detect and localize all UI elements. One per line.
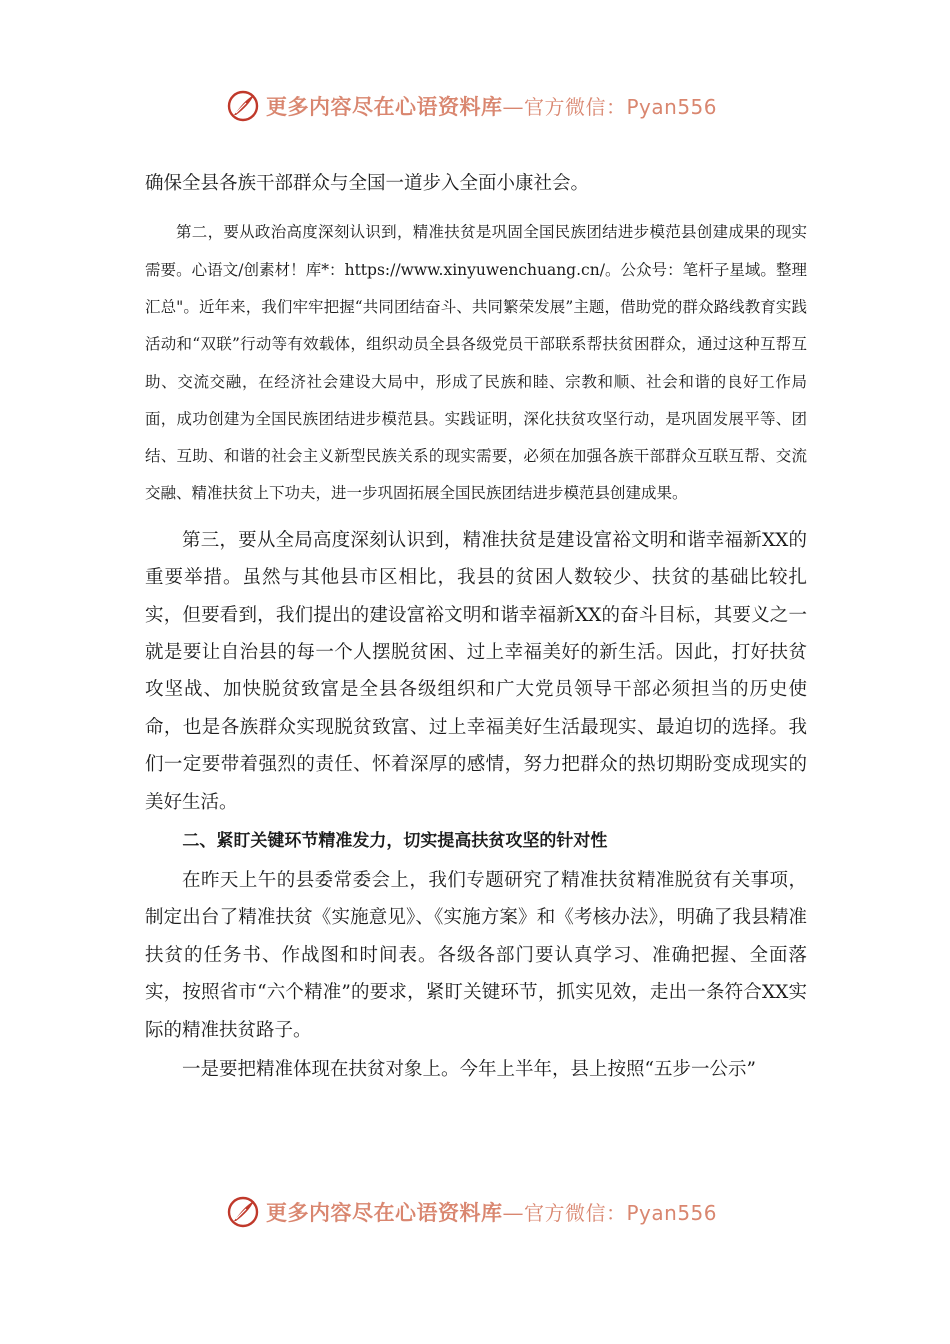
watermark-banner-top — [226, 84, 746, 128]
watermark-label: 官方微信： — [524, 1201, 627, 1225]
watermark-label: 官方微信： — [524, 95, 627, 119]
paragraph-third: 第三，要从全局高度深刻认识到，精准扶贫是建设富裕文明和谐幸福新XX的重要举措。虽然与其他县市区相比，我县的贫困人数较少、扶贫的基础比较扎实，但要看到，我们提出的建设富裕文明和谐幸福新XX的奋斗目标，其要义之一就是要让自治县的每一个人摆脱贫困、过上幸福美好的新生活。因此，打好扶贫攻坚战、加快脱贫致富是全县各级组织和广大党员领导干部必须担当的历史使命，也是各族群众实现脱贫致富、过上幸福美好生活最现实、最迫切的选择。我们一定要带着强烈的责任、怀着深厚的感情，努力把群众的热切期盼变成现实的美好生活。 — [145, 529, 807, 813]
section-heading: 二、紧盯关键环节精准发力，切实提高扶贫攻坚的针对性 — [182, 831, 608, 852]
watermark-main: 更多内容尽在心语资料库 — [266, 1200, 503, 1225]
watermark-code: Pyan556 — [626, 95, 718, 119]
watermark-banner-bottom — [226, 1190, 746, 1234]
feather-pen-logo-icon — [226, 1195, 260, 1229]
watermark-text — [266, 91, 717, 121]
watermark-dash: — — [502, 1201, 524, 1225]
document-body — [145, 165, 807, 1088]
watermark-dash: — — [502, 95, 524, 119]
watermark-main: 更多内容尽在心语资料库 — [266, 94, 503, 119]
paragraph-continuation: 确保全县各族干部群众与全国一道步入全面小康社会。 — [145, 173, 590, 194]
watermark-code: Pyan556 — [626, 1201, 718, 1225]
paragraph-meeting: 在昨天上午的县委常委会上，我们专题研究了精准扶贫精准脱贫有关事项，制定出台了精准扶贫《实施意见》、《实施方案》和《考核办法》，明确了我县精准扶贫的任务书、作战图和时间表。各级各部门要认真学习、准确把握、全面落实，按照省市“六个精准”的要求，紧盯关键环节，抓实见效，走出一条符合XX实际的精准扶贫路子。 — [145, 870, 807, 1041]
feather-pen-logo-icon — [226, 89, 260, 123]
paragraph-second: 第二，要从政治高度深刻认识到，精准扶贫是巩固全国民族团结进步模范县创建成果的现实需要。心语文/创素材！库*：https://www.xinyuwenchuang.cn/。公众号：笔杆子星域。整理汇总"。近年来，我们牢牢把握“共同团结奋斗、共同繁荣发展”主题，借助党的群众路线教育实践活动和“双联”行动等有效载体，组织动员全县各级党员干部联系帮扶贫困群众，通过这种互帮互助、交流交融，在经济社会建设大局中，形成了民族和睦、宗教和顺、社会和谐的良好工作局面，成功创建为全国民族团结进步模范县。实践证明，深化扶贫攻坚行动，是巩固发展平等、团结、互助、和谐的社会主义新型民族关系的现实需要，必须在加强各族干部群众互联互帮、交流交融、精准扶贫上下功夫，进一步巩固拓展全国民族团结进步模范县创建成果。 — [145, 223, 807, 503]
paragraph-first-point: 一是要把精准体现在扶贫对象上。今年上半年，县上按照“五步一公示” — [182, 1059, 756, 1081]
watermark-text — [266, 1197, 717, 1227]
